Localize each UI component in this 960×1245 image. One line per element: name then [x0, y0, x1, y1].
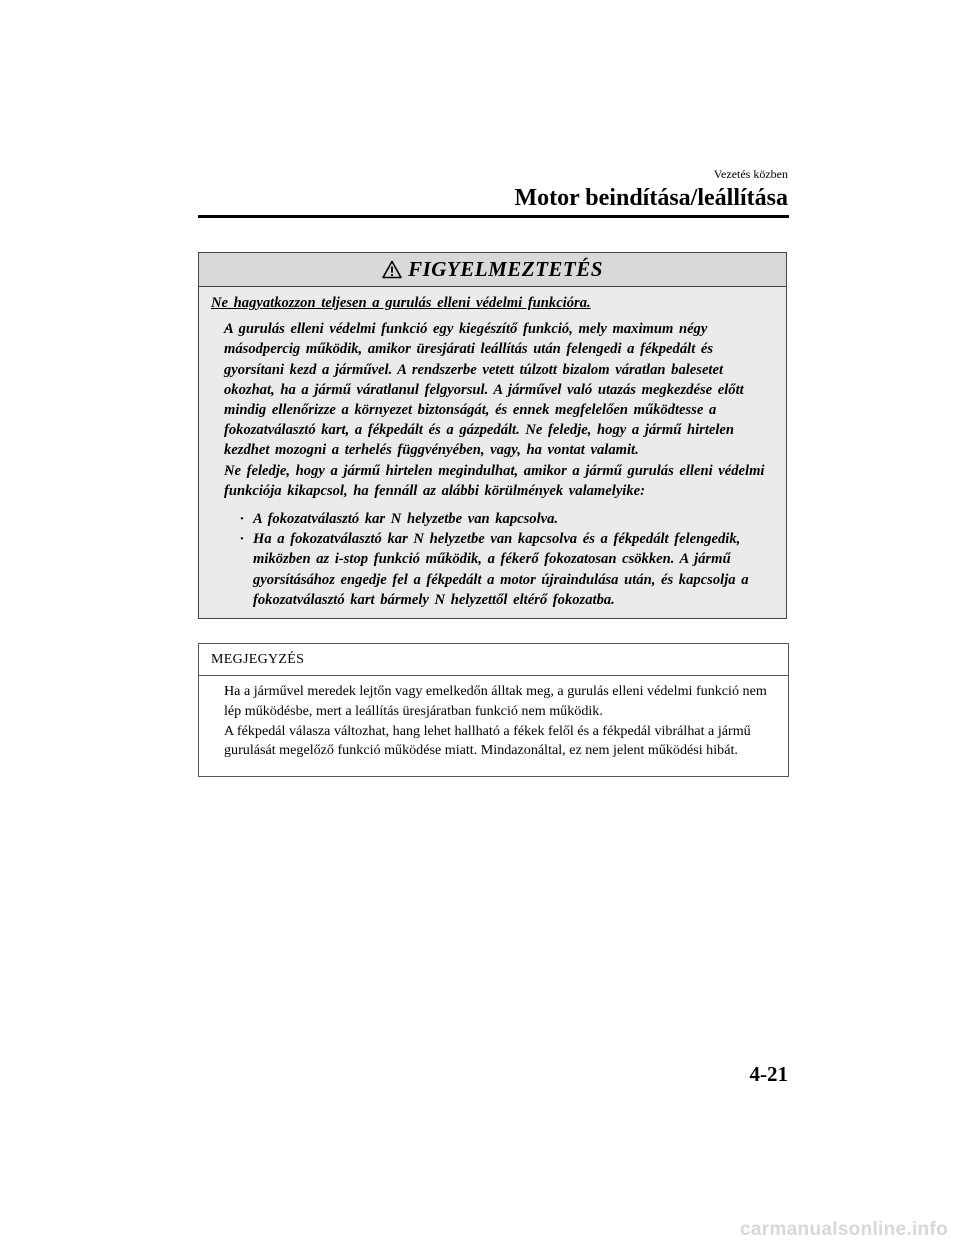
note-item: · A fékpedál válasza változhat, hang lehet hallható a fékek felől és a fékpedál vibrálhat a jármű gurulását megelőző funkció működése miatt. Mindazonáltal, ez nem jelent működési hibát.: [224, 722, 776, 762]
warning-item: [224, 461, 774, 610]
warning-titlebar: [199, 253, 786, 287]
note-title: MEGJEGYZÉS: [199, 644, 788, 676]
warning-list: [211, 319, 774, 610]
note-list: [211, 682, 776, 761]
warning-body: [199, 287, 786, 610]
header-rule: [198, 215, 789, 218]
note-item: · Ha a járművel meredek lejtőn vagy emelkedőn álltak meg, a gurulás elleni védelmi funkció nem lép működésbe, mert a leállítás üresjáratban funkció nem működik.: [224, 682, 776, 722]
warning-item-text: Ne feledje, hogy a jármű hirtelen megindulhat, amikor a jármű gurulás elleni védelmi funkciója kikapcsol, ha fennáll az alábbi körülmények valamelyike:: [224, 462, 765, 499]
warning-subitem: · A fokozatválasztó kar N helyzetbe van kapcsolva.: [253, 509, 774, 529]
page-title: Motor beindítása/leállítása: [514, 185, 788, 211]
warning-box: [198, 252, 787, 619]
warning-triangle-icon: [382, 260, 402, 279]
warning-item: · A gurulás elleni védelmi funkció egy kiegészítő funkció, mely maximum négy másodpercig működik, amikor üresjárati leállítás után felengedi a fékpedált és gyorsítani kezd a járművel. A rendszerbe vetett túlzott bizalom váratlan balesetet okozhat, ha a jármű váratlanul felgyorsul. A járművel való utazás megkezdése előtt mindig ellenőrizze a környezet biztonságát, és ennek megfelelően működtesse a fokozatválasztó kart, a fékpedált és a gázpedált. Ne feledje, hogy a jármű hirtelen kezdhet mozogni a terhelés függvényében, vagy, ha vontat valamit.: [224, 319, 774, 460]
warning-title: FIGYELMEZTETÉS: [408, 257, 603, 281]
page-number: 4-21: [749, 1062, 788, 1086]
warning-subitem: · Ha a fokozatválasztó kar N helyzetbe van kapcsolva és a fékpedált felengedik, miközben az i-stop funkció működik, a fékerő fokozatosan csökken. A jármű gyorsításához engedje fel a fékpedált a motor újraindulása után, és kapcsolja a fokozatválasztó kart bármely N helyzettől eltérő fokozatba.: [253, 529, 774, 610]
note-body: [199, 676, 788, 761]
note-box: [198, 643, 789, 777]
footer-watermark: carmanualsonline.info: [740, 1219, 948, 1240]
warning-sublist: [224, 509, 774, 610]
header-section: Vezetés közben: [713, 167, 788, 181]
warning-heading: Ne hagyatkozzon teljesen a gurulás elleni védelmi funkcióra.: [211, 295, 591, 311]
